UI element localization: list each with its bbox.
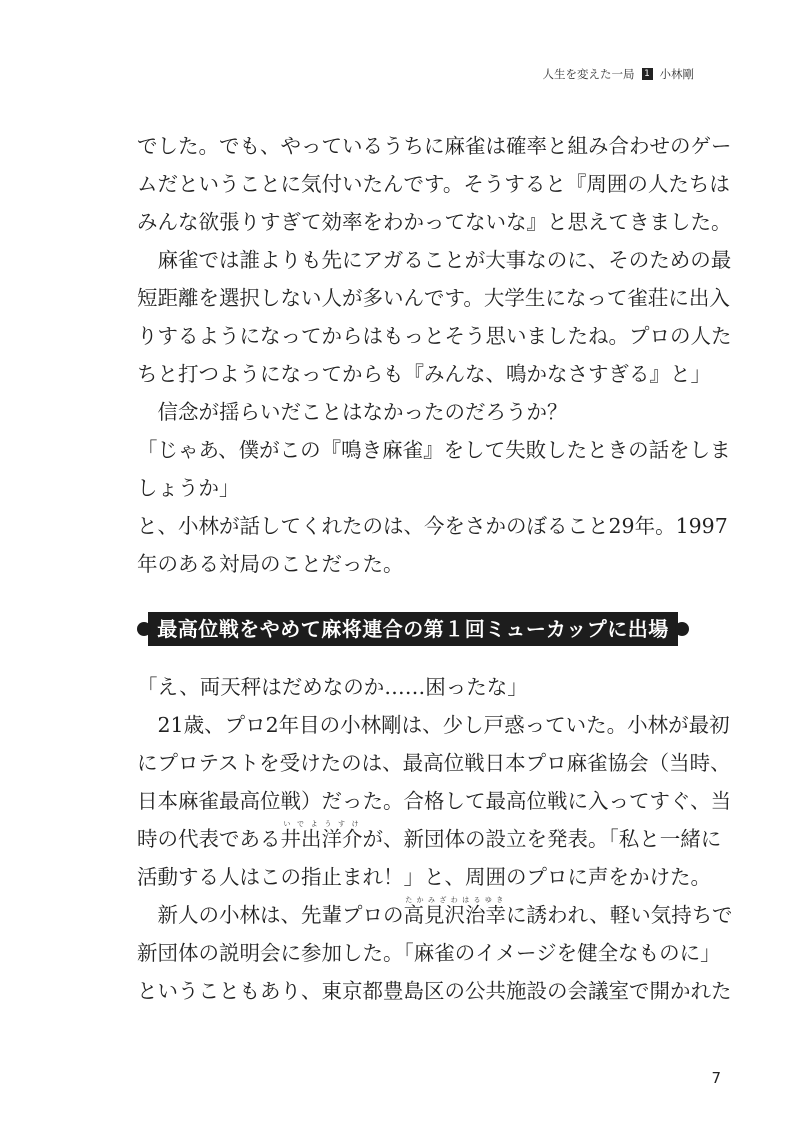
text-line: 麻雀では誰よりも先にアガることが大事なのに、そのための最 bbox=[137, 248, 732, 272]
body-text-bottom bbox=[137, 668, 733, 1010]
text-line: 21歳、プロ2年目の小林剛は、少し戸惑っていた。小林が最初 bbox=[137, 713, 730, 737]
text-line: にプロテストを受けたのは、最高位戦日本プロ麻雀協会（当時、 bbox=[137, 751, 731, 775]
chapter-number-badge: 1 bbox=[642, 68, 653, 80]
section-heading bbox=[137, 612, 689, 646]
text-line: 新団体の説明会に参加した。「麻雀のイメージを健全なものに」 bbox=[137, 941, 721, 965]
name-takamizawa-haruyuki bbox=[403, 896, 507, 927]
name-ide-yosuke bbox=[280, 820, 363, 851]
running-header bbox=[543, 66, 695, 82]
text-line: りするようになってからはもっとそう思いましたね。プロの人た bbox=[137, 324, 732, 348]
ruby-base: 井出洋介 bbox=[280, 827, 363, 851]
body-text-top bbox=[137, 127, 732, 583]
text-line bbox=[137, 820, 722, 858]
text-line: 「え、両天秤はだめなのか……困ったな」 bbox=[137, 675, 528, 699]
text-line: と、小林が話してくれたのは、今をさかのぼること29年。1997 bbox=[137, 514, 728, 538]
ruby-base: 高見沢治幸 bbox=[403, 903, 506, 927]
text-line: 信念が揺らいだことはなかったのだろうか？ bbox=[137, 400, 568, 424]
text-line: 年のある対局のことだった。 bbox=[137, 552, 404, 576]
text-segment: に誘われ、軽い気持ちで bbox=[506, 903, 733, 927]
author-name: 小林剛 bbox=[659, 67, 694, 81]
text-line bbox=[137, 896, 733, 934]
text-line: ムだということに気付いたんです。そうすると『周囲の人たちは bbox=[137, 172, 730, 196]
text-line: 短距離を選択しない人が多いんです。大学生になって雀荘に出入 bbox=[137, 286, 730, 310]
text-line: ということもあり、東京都豊島区の公共施設の会議室で開かれた bbox=[137, 979, 732, 1003]
text-segment: 新人の小林は、先輩プロの bbox=[137, 903, 404, 927]
book-title: 人生を変えた一局 bbox=[542, 67, 635, 81]
text-line: ちと打つようになってからも『みんな、鳴かなさすぎる』と」 bbox=[137, 362, 711, 386]
text-line: しょうか」 bbox=[137, 476, 240, 500]
section-heading-text: 最高位戦をやめて麻将連合の第１回ミューカップに出場 bbox=[157, 617, 669, 641]
furigana: いでようすけ bbox=[280, 820, 363, 828]
text-line: でした。でも、やっているうちに麻雀は確率と組み合わせのゲー bbox=[137, 134, 732, 158]
page-number: 7 bbox=[711, 1069, 721, 1087]
text-segment: が、新団体の設立を発表。「私と一緒に bbox=[362, 827, 722, 851]
text-segment: 時の代表である bbox=[137, 827, 281, 851]
text-line: 活動する人はこの指止まれ！」と、周囲のプロに声をかけた。 bbox=[137, 865, 711, 889]
text-line: 日本麻雀最高位戦）だった。合格して最高位戦に入ってすぐ、当 bbox=[137, 789, 732, 813]
text-line: 「じゃあ、僕がこの『鳴き麻雀』をして失敗したときの話をしま bbox=[137, 438, 731, 462]
furigana: たかみざわはるゆき bbox=[403, 896, 506, 904]
text-line: みんな欲張りすぎて効率をわかってないな』と思えてきました。 bbox=[137, 210, 732, 234]
